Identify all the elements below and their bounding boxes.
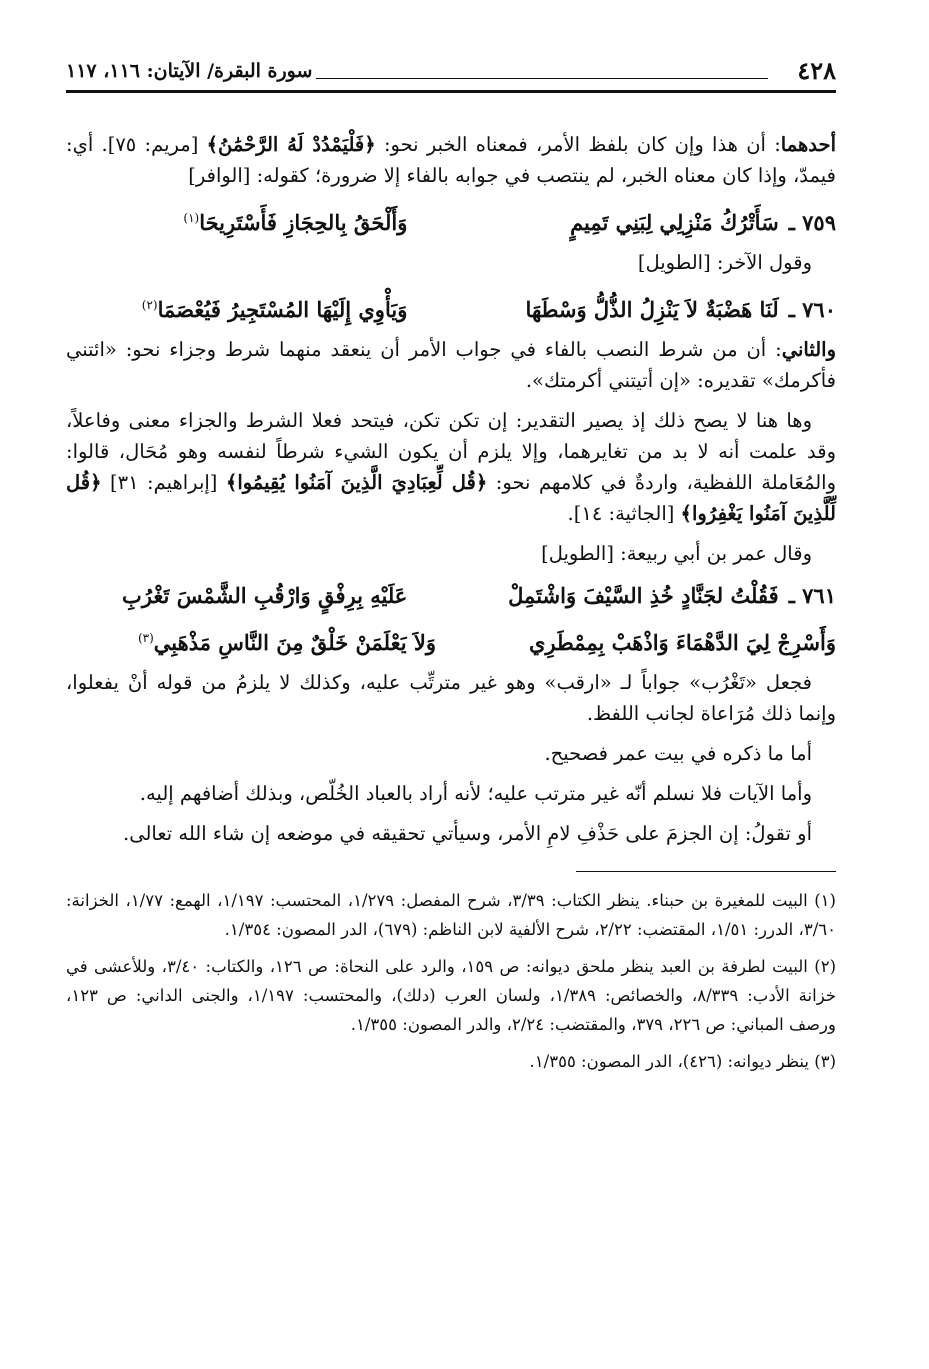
main-text bbox=[66, 129, 836, 849]
footnote-1: (١) البيت للمغيرة بن حبناء. ينظر الكتاب: ٣/٣٩، شرح المفصل: ١/٢٧٩، المحتسب: ١/١٩٧، الهمع: ١/٧٧، الخزانة: ٣/٦٠، الدرر: ١/٥١، المقتضب: ٢/٢٢، شرح الألفية لابن الناظم: (٦٧٩)، الدر المصون: ١/٣٥٤. bbox=[66, 891, 836, 939]
intro-other: وقول الآخر: [الطويل] bbox=[637, 251, 812, 274]
footnote-3: (٣) ينظر ديوانه: (٤٢٦)، الدر المصون: ١/٣٥٥. bbox=[529, 1052, 836, 1071]
intro-omar: وقال عمر بن أبي ربيعة: [الطويل] bbox=[541, 542, 812, 565]
footnote-ref: (٣) bbox=[137, 631, 154, 645]
verse-hemistich-first: وَأَسْرِجْ لِيَ الدَّهْمَاءَ وَاذْهَبْ بِمِمْطَرِي bbox=[528, 630, 836, 655]
term-first: أحدهما bbox=[780, 133, 837, 156]
verse-number: ٧٥٩ ـ bbox=[788, 210, 836, 235]
paragraph-first: أحدهما: أن هذا وإن كان بلفظ الأمر، فمعناه الخبر نحو: ﴿فَلْيَمْدُدْ لَهُ الرَّحْمَٰنُ﴾ [مريم: ٧٥]. أي: فيمدّ، وإذا كان معناه الخبر، لم ينتصب في جوابه بالفاء إلا ضرورة؛ كقوله: [الوافر] bbox=[66, 133, 837, 187]
verse-761-a bbox=[66, 578, 836, 614]
quran-quote: ﴿فَلْيَمْدُدْ لَهُ الرَّحْمَٰنُ﴾ bbox=[206, 133, 376, 156]
paragraph-third: وها هنا لا يصح ذلك إذ يصير التقدير: إن تكن تكن، فيتحد فعلا الشرط والجزاء معنى وفاعلاً، وقد علمت أنه لا بد من تغايرهما، وإلا يلزم أن يكون الشيء شرطاً لنفسه وهو مُحَال، قالوا: والمُعَاملة اللفظية، واردةٌ في كلامهم نحو: ﴿قُل لِّعِبَادِيَ الَّذِينَ آمَنُوا يُقِيمُوا﴾ [إبراهيم: ٣١] ﴿قُل لِّلَّذِينَ آمَنُوا يَغْفِرُوا﴾ [الجاثية: ١٤]. bbox=[66, 409, 837, 525]
header-rule bbox=[316, 78, 768, 79]
verse-number: ٧٦٠ ـ bbox=[788, 297, 836, 322]
verse-760 bbox=[66, 287, 836, 328]
verse-hemistich-first: فَقُلْتُ لجَنَّادٍ خُذِ السَّيْفَ وَاشْتَمِلْ bbox=[508, 583, 779, 608]
paragraph-fifth: أما ما ذكره في بيت عمر فصحيح. bbox=[544, 742, 812, 765]
verse-hemistich-second: وَلاَ يَعْلَمَنْ خَلْقٌ مِنَ النَّاسِ مَذْهَبِي$^{(٣)}$ bbox=[137, 630, 436, 655]
verse-number: ٧٦١ ـ bbox=[788, 583, 836, 608]
verse-hemistich-second: وَأَلْحَقُ بِالحِجَازِ فَأَسْتَرِيحَا$^{(١)}$ bbox=[183, 210, 408, 235]
verse-761-b bbox=[66, 620, 836, 661]
verse-hemistich-second: وَيَأْوِي إِلَيْهَا المُسْتَجِيرُ فَيُعْصَمَا$^{(٢)}$ bbox=[141, 297, 408, 322]
verse-759 bbox=[66, 200, 836, 241]
paragraph-second: والثاني: أن من شرط النصب بالفاء في جواب الأمر أن ينعقد منهما شرط وجزاء نحو: «ائتني فأكرمك» تقديره: «إن أتيتني أكرمتك». bbox=[66, 338, 836, 392]
verse-hemistich-second: عَلَيْهِ بِرِفْقٍ وَارْقُبِ الشَّمْسَ تَغْرُبِ bbox=[122, 583, 408, 608]
footnote-2: (٢) البيت لطرفة بن العبد ينظر ملحق ديوانه: ص ١٥٩، والرد على النحاة: ص ١٢٦، والكتاب: ٣/٤٠، وللأعشى في خزانة الأدب: ٨/٣٣٩، والخصائص: ١/٣٨٩، ولسان العرب (دلك)، والمحتسب: ١/١٩٧، والجنى الداني: ص ١٢٣، ورصف المباني: ص ٢٢٦، ٣٧٩، والمقتضب: ٢/٢٤، والدر المصون: ١/٣٥٥. bbox=[66, 957, 837, 1034]
footnote-ref: (٢) bbox=[141, 298, 158, 312]
paragraph-sixth: وأما الآيات فلا نسلم أنّه غير مترتب عليه؛ لأنه أراد بالعباد الخُلّص، وبذلك أضافهم إليه. bbox=[139, 782, 812, 805]
footnotes bbox=[66, 886, 836, 1076]
page-header bbox=[66, 52, 836, 93]
footnote-ref: (١) bbox=[183, 211, 200, 225]
verse-hemistich-first: لَنَا هَضْبَةٌ لاَ يَنْزِلُ الذُّلُّ وَسْطَهَا bbox=[525, 297, 779, 322]
paragraph-seventh: أو تقولُ: إن الجزمَ على حَذْفِ لامِ الأمر، وسيأتي تحقيقه في موضعه إن شاء الله تعالى. bbox=[123, 822, 812, 845]
quran-quote: ﴿قُل لِّلَّذِينَ آمَنُوا يَغْفِرُوا﴾ bbox=[66, 471, 836, 525]
quran-quote: ﴿قُل لِّعِبَادِيَ الَّذِينَ آمَنُوا يُقِيمُوا﴾ bbox=[225, 471, 488, 494]
running-title: سورة البقرة/ الآيتان: ١١٦، ١١٧ bbox=[66, 60, 313, 82]
page-number: ٤٢٨ bbox=[797, 56, 836, 85]
paragraph-fourth: فجعل «تَغْرُب» جواباً لـ «ارقب» وهو غير مترتِّب عليه، وكذلك لا يلزمُ من قوله أنْ يفعلوا، وإنما ذلك مُرَاعاة لجانب اللفظ. bbox=[66, 671, 836, 725]
term-second: والثاني bbox=[781, 338, 836, 361]
verse-hemistich-first: سَأَتْرُكُ مَنْزِلِي لِبَنِي تَمِيمٍ bbox=[570, 210, 779, 235]
page bbox=[66, 52, 836, 1084]
footnote-separator bbox=[576, 871, 836, 872]
